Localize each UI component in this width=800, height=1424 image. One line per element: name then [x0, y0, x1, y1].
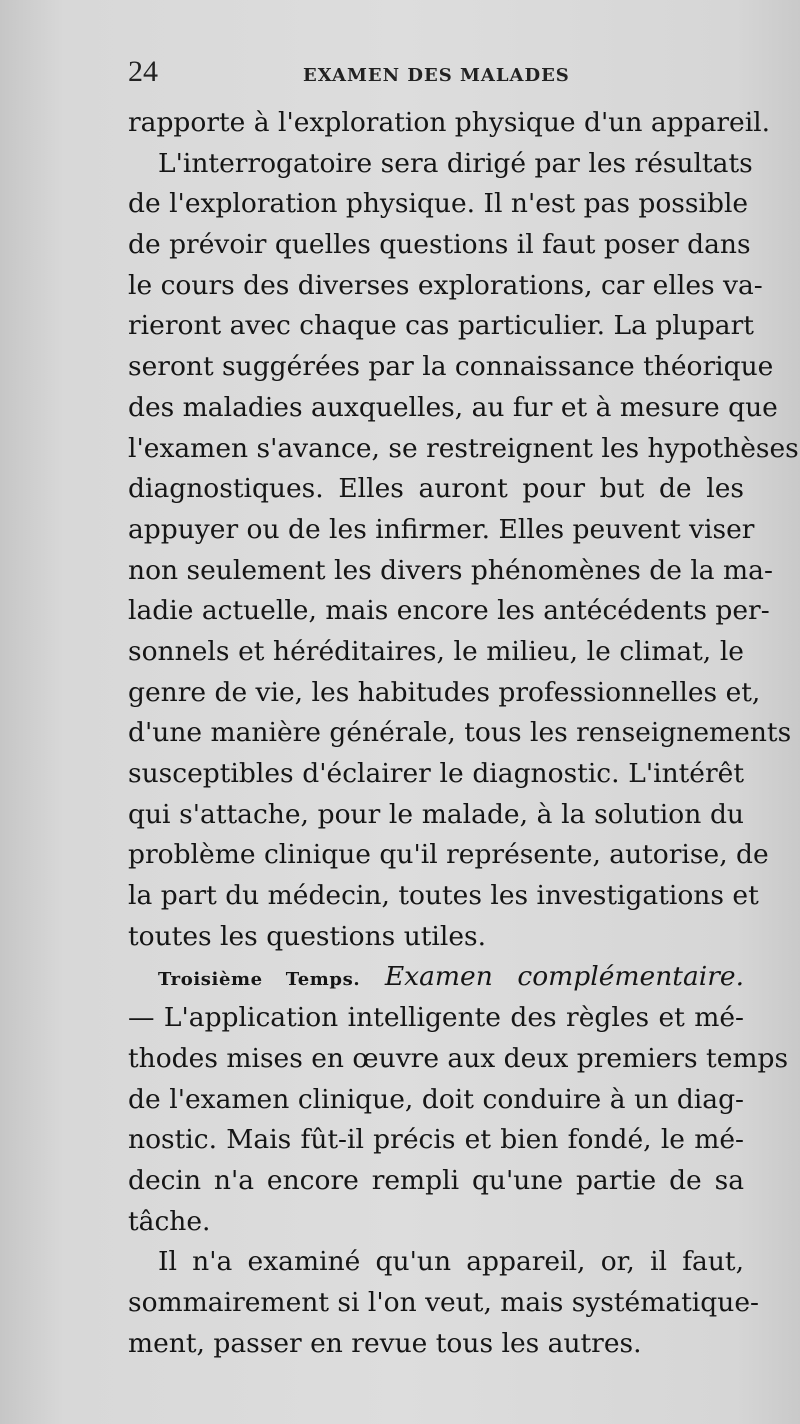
text-line: thodes mises en œuvre aux deux premiers temps	[128, 1042, 789, 1074]
text-line: ladie actuelle, mais encore les antécédents per-	[128, 595, 770, 627]
text-line: seront suggérées par la connaissance théorique	[128, 351, 774, 383]
text-line: des maladies auxquelles, au fur et à mesure que	[128, 391, 778, 423]
page-header	[128, 55, 728, 95]
text-line: genre de vie, les habitudes professionnelles et,	[128, 676, 761, 708]
page-number: 24	[128, 55, 158, 88]
text-line: non seulement les divers phénomènes de la ma-	[128, 554, 773, 586]
text-line: la part du médecin, toutes les investigations et	[128, 880, 759, 912]
text-line: d'une manière générale, tous les renseignements	[128, 717, 792, 749]
body-text	[128, 103, 799, 1364]
text-line: Il n'a examiné qu'un appareil, or, il faut,	[158, 1246, 744, 1278]
text-line: diagnostiques. Elles auront pour but de les	[128, 473, 744, 505]
text-line: sonnels et héréditaires, le milieu, le climat, le	[128, 635, 744, 667]
text-line: qui s'attache, pour le malade, à la solution du	[128, 798, 744, 830]
text-line: ment, passer en revue tous les autres.	[128, 1327, 642, 1359]
text-line: de l'exploration physique. Il n'est pas possible	[128, 188, 749, 220]
text-line: nostic. Mais fût-il précis et bien fondé, le mé-	[128, 1124, 744, 1156]
text-line: l'examen s'avance, se restreignent les hypothèses	[128, 432, 799, 464]
section-title: Examen complémentaire.	[384, 961, 745, 993]
text-line: tâche.	[128, 1205, 211, 1237]
text-line: appuyer ou de les infirmer. Elles peuvent viser	[128, 513, 755, 545]
text-line: sommairement si l'on veut, mais systématique-	[128, 1286, 759, 1318]
text-line: — L'application intelligente des règles et mé-	[128, 1002, 744, 1034]
section-heading: Troisième Temps.	[158, 969, 361, 991]
text-line: susceptibles d'éclairer le diagnostic. L'intérêt	[128, 758, 744, 789]
section-heading-line	[128, 957, 744, 998]
text-line: decin n'a encore rempli qu'une partie de sa	[128, 1164, 744, 1196]
text-line: de prévoir quelles questions il faut poser dans	[128, 229, 751, 261]
text-line: de l'examen clinique, doit conduire à un diag-	[128, 1083, 744, 1115]
text-line: L'interrogatoire sera dirigé par les résultats	[158, 147, 753, 179]
text-line: le cours des diverses explorations, car elles va-	[128, 269, 763, 301]
running-head: EXAMEN DES MALADES	[303, 65, 570, 86]
text-line: toutes les questions utiles.	[128, 920, 487, 952]
text-line: rieront avec chaque cas particulier. La plupart	[128, 310, 754, 342]
text-line: rapporte à l'exploration physique d'un appareil.	[128, 107, 771, 138]
text-line: problème clinique qu'il représente, autorise, de	[128, 839, 769, 871]
